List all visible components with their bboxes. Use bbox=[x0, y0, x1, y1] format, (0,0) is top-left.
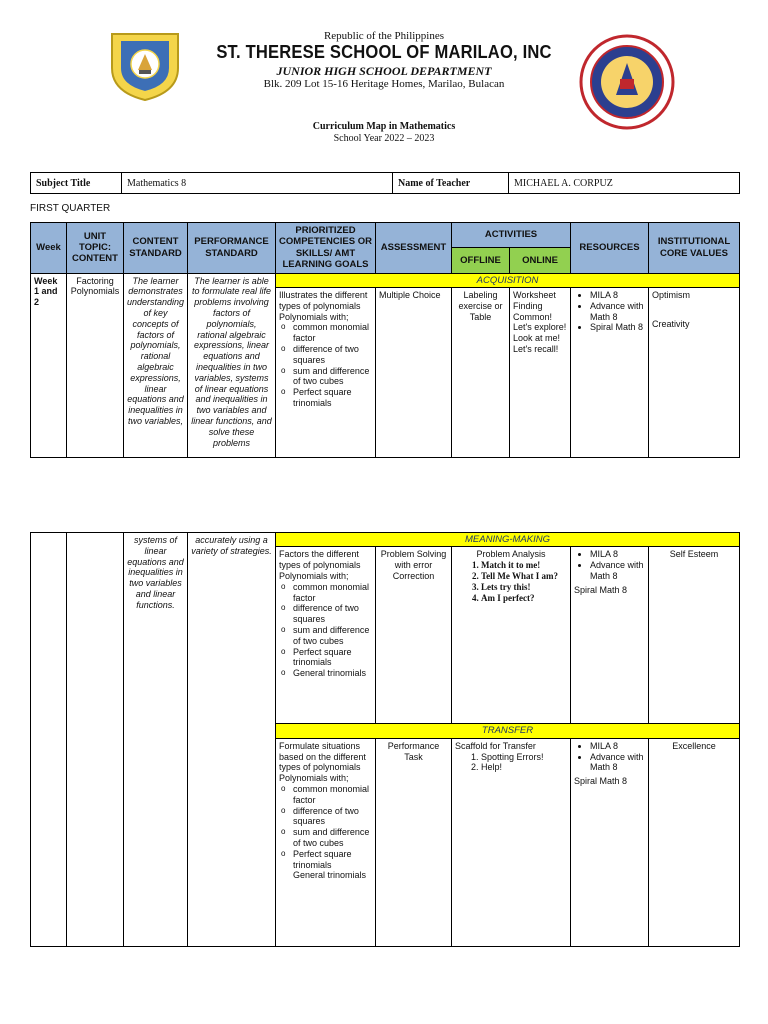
list-item: 2. Help! bbox=[481, 762, 567, 773]
list-item: 4. Am I perfect? bbox=[481, 593, 567, 604]
col-core-values: INSTITUTIONAL CORE VALUES bbox=[649, 223, 740, 274]
competency-intro: Formulate situations based on the different types of polynomials bbox=[279, 740, 366, 773]
col-competencies: PRIORITIZED COMPETENCIES OR SKILLS/ AMT LEARNING GOALS bbox=[276, 223, 376, 274]
subject-title-label: Subject Title bbox=[31, 173, 122, 194]
competency-intro: Illustrates the different types of polynomials bbox=[279, 289, 368, 311]
col-assessment: ASSESSMENT bbox=[376, 223, 452, 274]
list-item: 3. Lets try this! bbox=[481, 582, 567, 593]
col-offline: OFFLINE bbox=[452, 248, 510, 273]
acquisition-values bbox=[649, 287, 740, 457]
meaning-activities bbox=[452, 547, 571, 724]
list-item: Finding Common! bbox=[513, 300, 553, 322]
activity-title: Scaffold for Transfer bbox=[455, 740, 536, 751]
col-content-standard: CONTENT STANDARD bbox=[124, 223, 188, 274]
list-item: 2. Tell Me What I am? bbox=[481, 571, 567, 582]
list-item: o sum and difference of two cubes bbox=[293, 625, 372, 647]
competency-lead: Polynomials with; bbox=[279, 570, 349, 581]
list-item: o difference of two squares bbox=[293, 603, 372, 625]
content-standard-cell: The learner demonstrates understanding of key concepts of factors of polynomials, rational algebraic expressions, linear equations and inequalities in two variables, bbox=[124, 273, 188, 457]
list-item: o sum and difference of two cubes bbox=[293, 366, 372, 388]
col-week: Week bbox=[31, 223, 67, 274]
acquisition-offline: Labeling exercise or Table bbox=[452, 287, 510, 457]
list-item: o common monomial factor bbox=[293, 322, 372, 344]
list-item: • Advance with Math 8 bbox=[590, 560, 645, 582]
list-item: o difference of two squares bbox=[293, 344, 372, 366]
list-item: • Advance with Math 8 bbox=[590, 752, 645, 774]
school-name: ST. THERESE SCHOOL OF MARILAO, INC bbox=[216, 42, 552, 62]
list-item: Optimism bbox=[652, 289, 691, 300]
unit-topic-cell: Factoring Polynomials bbox=[67, 273, 124, 457]
competency-list bbox=[279, 582, 372, 679]
list-item: o sum and difference of two cubes bbox=[293, 827, 372, 849]
list-item: o common monomial factor bbox=[293, 784, 372, 806]
activity-list bbox=[455, 560, 567, 603]
list-item: o common monomial factor bbox=[293, 582, 372, 604]
list-item: o Perfect square trinomials bbox=[293, 647, 372, 669]
unit-topic-cell-continued bbox=[67, 533, 124, 947]
performance-standard-cell: The learner is able to formulate real life problems involving factors of polynomials, rational algebraic expressions, linear equations and inequalities in two variables, systems of linear equations and inequalities in two variables and linear functions, and solve these problems bbox=[188, 273, 276, 457]
competency-intro: Factors the different types of polynomials bbox=[279, 549, 361, 571]
department-label: JUNIOR HIGH SCHOOL DEPARTMENT bbox=[276, 64, 492, 78]
list-item: Creativity bbox=[652, 318, 690, 329]
transfer-resources bbox=[571, 738, 649, 946]
competency-lead: Polynomials with; bbox=[279, 311, 349, 322]
list-item: Worksheet bbox=[513, 289, 556, 300]
meaning-values: Self Esteem bbox=[649, 547, 740, 724]
meaning-resources bbox=[571, 547, 649, 724]
school-address: Blk. 209 Lot 15-16 Heritage Homes, Marilao, Bulacan bbox=[263, 78, 505, 90]
content-standard-continued: systems of linear equations and inequalities in two variables and linear functions. bbox=[124, 533, 188, 947]
list-item: General trinomials bbox=[293, 870, 367, 881]
list-item: Look at me! bbox=[513, 333, 561, 344]
list-item: 1. Match it to me! bbox=[481, 560, 567, 571]
competency-lead: Polynomials with; bbox=[279, 773, 349, 784]
transfer-band: TRANSFER bbox=[276, 724, 740, 738]
list-item: o Perfect square trinomials bbox=[293, 387, 372, 409]
competency-list bbox=[279, 784, 372, 870]
acquisition-online bbox=[510, 287, 571, 457]
list-item: • MILA 8 bbox=[590, 549, 645, 560]
teacher-value: MICHAEL A. CORPUZ bbox=[509, 173, 740, 194]
acquisition-band: ACQUISITION bbox=[276, 273, 740, 287]
republic-label: Republic of the Philippines bbox=[323, 30, 445, 42]
acquisition-assessment: Multiple Choice bbox=[376, 287, 452, 457]
curriculum-table-page1 bbox=[30, 222, 740, 458]
week-cell-continued bbox=[31, 533, 67, 947]
list-item: Let's explore! bbox=[513, 322, 567, 333]
list-item: Spiral Math 8 bbox=[574, 776, 628, 787]
list-item: o difference of two squares bbox=[293, 806, 372, 828]
list-item: Let's recall! bbox=[513, 343, 559, 354]
subject-title-value: Mathematics 8 bbox=[122, 173, 393, 194]
transfer-assessment: Performance Task bbox=[376, 738, 452, 946]
quarter-label: FIRST QUARTER bbox=[30, 203, 111, 214]
list-item: 1. Spotting Errors! bbox=[481, 752, 567, 763]
meaning-competency bbox=[276, 547, 376, 724]
col-unit-topic: UNIT TOPIC: CONTENT bbox=[67, 223, 124, 274]
competency-list bbox=[279, 322, 372, 408]
col-online: ONLINE bbox=[510, 248, 571, 273]
col-activities: ACTIVITIES bbox=[452, 223, 571, 248]
transfer-competency bbox=[276, 738, 376, 946]
meaning-assessment: Problem Solving with error Correction bbox=[376, 547, 452, 724]
list-item: Spiral Math 8 bbox=[574, 584, 628, 595]
teacher-label: Name of Teacher bbox=[393, 173, 509, 194]
transfer-values: Excellence bbox=[649, 738, 740, 946]
activity-title: Problem Analysis bbox=[476, 549, 546, 560]
subject-info-table bbox=[30, 172, 740, 194]
acquisition-competency bbox=[276, 287, 376, 457]
list-item: • Spiral Math 8 bbox=[590, 322, 645, 333]
list-item: o Perfect square trinomials bbox=[293, 849, 372, 871]
list-item: • MILA 8 bbox=[590, 290, 645, 301]
list-item: o General trinomials bbox=[293, 668, 372, 679]
school-year: School Year 2022 – 2023 bbox=[333, 133, 435, 144]
transfer-activities bbox=[452, 738, 571, 946]
col-resources: RESOURCES bbox=[571, 223, 649, 274]
list-item: • MILA 8 bbox=[590, 741, 645, 752]
meaning-making-band: MEANING-MAKING bbox=[276, 533, 740, 547]
week-cell: Week 1 and 2 bbox=[31, 273, 67, 457]
document-title: Curriculum Map in Mathematics bbox=[312, 121, 456, 132]
performance-standard-continued: accurately using a variety of strategies. bbox=[188, 533, 276, 947]
curriculum-table-page2 bbox=[30, 532, 740, 947]
activity-list bbox=[455, 752, 567, 774]
col-performance-standard: PERFORMANCE STANDARD bbox=[188, 223, 276, 274]
acquisition-resources bbox=[571, 287, 649, 457]
list-item: • Advance with Math 8 bbox=[590, 301, 645, 323]
